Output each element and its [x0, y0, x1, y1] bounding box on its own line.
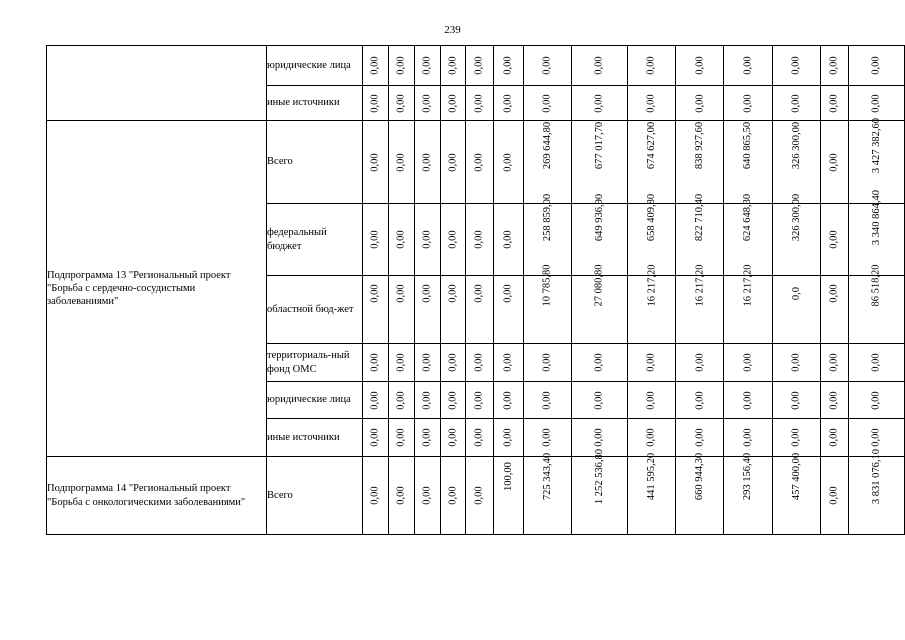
value-text: 0,00 [828, 230, 840, 249]
value-text: 0,00 [593, 93, 605, 113]
value-cell [466, 457, 493, 535]
value-text: 0,00 [646, 390, 658, 410]
value-text: 0,00 [370, 390, 382, 410]
value-cell [363, 457, 389, 535]
value-cell [772, 121, 820, 204]
value-text: 0,00 [370, 428, 382, 447]
funding-source-cell: юридические лица [267, 382, 363, 419]
value-cell [388, 46, 414, 86]
table-row [47, 457, 905, 535]
value-cell [363, 382, 389, 419]
value-cell [363, 419, 389, 457]
value-text: 0,00 [870, 93, 882, 113]
value-text: 0,00 [502, 93, 514, 113]
value-cell [724, 46, 772, 86]
value-text: 0,00 [646, 428, 658, 447]
value-cell [363, 204, 389, 276]
value-text: 0,00 [541, 428, 553, 447]
value-cell [676, 382, 724, 419]
value-text: 0,00 [447, 486, 459, 505]
value-text: 0,00 [694, 56, 706, 75]
value-cell [627, 419, 675, 457]
value-cell [820, 419, 848, 457]
value-cell [388, 204, 414, 276]
value-text: 0,00 [502, 390, 514, 410]
value-text: 0,00 [870, 56, 882, 75]
value-cell [627, 382, 675, 419]
funding-source-cell: федеральный бюджет [267, 204, 363, 276]
value-text: 3 340 864,40 [870, 189, 882, 246]
value-text: 0,00 [395, 390, 407, 410]
value-cell [848, 264, 904, 344]
value-cell [466, 204, 493, 276]
value-text: 0,00 [447, 93, 459, 113]
value-cell [772, 382, 820, 419]
value-cell [440, 382, 466, 419]
value-text: 0,00 [828, 428, 840, 447]
value-text: 0,00 [474, 284, 486, 303]
value-text: 326 300,00 [790, 193, 802, 242]
value-text: 0,00 [828, 93, 840, 113]
value-text: 441 595,20 [646, 452, 658, 501]
value-text: 0,00 [474, 486, 486, 505]
value-text: 660 944,30 [694, 452, 706, 501]
value-text: 0,00 [474, 230, 486, 249]
value-cell [440, 46, 466, 86]
value-text: 0,00 [421, 390, 433, 410]
value-cell [440, 344, 466, 382]
value-text: 640 865,50 [742, 121, 754, 170]
value-cell [571, 46, 627, 86]
value-text: 0,00 [395, 486, 407, 505]
value-text: 0,00 [593, 56, 605, 75]
value-text: 0,00 [694, 93, 706, 113]
value-cell [523, 452, 571, 535]
value-text: 0,00 [694, 390, 706, 410]
value-text: 822 710,40 [694, 193, 706, 242]
value-cell [414, 344, 440, 382]
budget-table [46, 45, 905, 535]
value-cell [414, 204, 440, 276]
value-text: 16 217,20 [742, 264, 754, 307]
value-text: 0,00 [870, 353, 882, 372]
value-text: 0,00 [593, 428, 605, 447]
value-text: 0,00 [828, 284, 840, 303]
value-cell [466, 46, 493, 86]
value-cell [466, 86, 493, 121]
value-text: 3 427 382,60 [870, 117, 882, 174]
value-cell [676, 344, 724, 382]
value-cell [676, 121, 724, 204]
program-name-cell: Подпрограмма 13 "Региональный проект "Борьба с сердечно-сосудистыми заболеваниями" [47, 121, 267, 457]
value-cell [388, 344, 414, 382]
value-cell [627, 86, 675, 121]
value-cell [440, 457, 466, 535]
value-text: 0,00 [790, 56, 802, 75]
value-text: 0,00 [447, 230, 459, 249]
value-cell [523, 46, 571, 86]
funding-source-cell: юридические лица [267, 46, 363, 86]
value-text: 0,00 [646, 56, 658, 75]
value-cell [493, 86, 523, 121]
value-cell [388, 276, 414, 344]
value-cell [523, 344, 571, 382]
value-text: 457 400,00 [790, 452, 802, 501]
value-cell [493, 419, 523, 457]
value-cell [414, 121, 440, 204]
value-cell [820, 276, 848, 344]
value-cell [571, 121, 627, 204]
value-text: 0,00 [742, 390, 754, 410]
value-cell [466, 276, 493, 344]
value-text: 0,00 [742, 353, 754, 372]
value-cell [676, 86, 724, 121]
page-number: 239 [444, 24, 461, 36]
value-cell [363, 276, 389, 344]
value-cell [363, 121, 389, 204]
value-cell [724, 121, 772, 204]
value-cell [820, 344, 848, 382]
value-cell [772, 344, 820, 382]
value-text: 27 080,80 [593, 264, 605, 307]
value-text: 3 831 076,10 [870, 448, 882, 505]
value-cell [388, 457, 414, 535]
value-text: 0,00 [447, 428, 459, 447]
value-text: 0,00 [541, 353, 553, 372]
value-text: 0,00 [447, 56, 459, 75]
value-text: 100,00 [502, 462, 514, 491]
value-text: 0,00 [502, 353, 514, 372]
value-text: 293 156,40 [742, 452, 754, 501]
value-text: 0,00 [395, 230, 407, 249]
value-cell [414, 46, 440, 86]
value-text: 0,00 [828, 390, 840, 410]
value-cell [363, 46, 389, 86]
value-cell [772, 86, 820, 121]
value-text: 0,00 [541, 390, 553, 410]
table-row [47, 46, 905, 86]
value-cell [571, 86, 627, 121]
value-cell [820, 46, 848, 86]
value-cell [772, 452, 820, 535]
value-text: 0,00 [421, 284, 433, 303]
value-text: 0,00 [502, 284, 514, 303]
value-cell [493, 382, 523, 419]
value-text: 0,00 [742, 428, 754, 447]
value-cell [676, 419, 724, 457]
value-text: 0,00 [474, 152, 486, 172]
value-cell [493, 121, 523, 204]
value-cell [466, 382, 493, 419]
value-cell [466, 344, 493, 382]
funding-source-cell: Всего [267, 457, 363, 535]
value-text: 649 936,90 [593, 193, 605, 242]
value-text: 0,00 [370, 284, 382, 303]
value-text: 0,00 [421, 353, 433, 372]
value-cell [820, 121, 848, 204]
funding-source-cell: иные источники [267, 86, 363, 121]
value-text: 725 343,40 [541, 452, 553, 501]
value-cell [493, 46, 523, 86]
value-text: 0,00 [395, 284, 407, 303]
value-text: 0,00 [421, 428, 433, 447]
value-cell [388, 86, 414, 121]
value-cell [388, 382, 414, 419]
value-text: 0,00 [828, 486, 840, 505]
value-text: 0,00 [421, 486, 433, 505]
value-cell [820, 204, 848, 276]
value-cell [440, 204, 466, 276]
value-text: 0,00 [447, 152, 459, 172]
value-cell [493, 457, 523, 535]
value-text: 0,00 [742, 93, 754, 113]
value-cell [848, 46, 904, 86]
value-text: 258 859,00 [541, 193, 553, 242]
funding-source-cell: территориаль-ный фонд ОМС [267, 344, 363, 382]
program-name-cell: Подпрограмма 14 "Региональный проект "Борьба с онкологическими заболеваниями" [47, 457, 267, 535]
value-cell [363, 86, 389, 121]
value-text: 0,00 [395, 152, 407, 172]
value-text: 0,00 [790, 353, 802, 372]
value-cell [820, 457, 848, 535]
value-cell [388, 419, 414, 457]
value-cell [772, 46, 820, 86]
value-cell [440, 121, 466, 204]
value-text: 86 518,20 [870, 264, 882, 307]
value-text: 0,00 [541, 56, 553, 75]
value-cell [848, 448, 904, 535]
value-cell [772, 419, 820, 457]
value-cell [440, 276, 466, 344]
value-cell [772, 276, 820, 344]
value-text: 0,00 [742, 56, 754, 75]
value-text: 326 300,00 [790, 121, 802, 170]
value-cell [466, 419, 493, 457]
value-cell [414, 276, 440, 344]
value-cell [523, 419, 571, 457]
value-text: 0,00 [694, 428, 706, 447]
value-cell [848, 86, 904, 121]
value-cell [571, 264, 627, 344]
value-cell [724, 344, 772, 382]
value-text: 0,00 [474, 353, 486, 372]
value-cell [523, 264, 571, 344]
value-cell [523, 382, 571, 419]
funding-source-cell: областной бюд-жет [267, 276, 363, 344]
value-text: 0,00 [421, 93, 433, 113]
value-cell [820, 382, 848, 419]
value-cell [466, 121, 493, 204]
value-cell [627, 344, 675, 382]
value-cell [414, 419, 440, 457]
value-cell [493, 204, 523, 276]
value-text: 838 927,60 [694, 121, 706, 170]
value-text: 0,00 [828, 353, 840, 372]
value-cell [493, 344, 523, 382]
value-text: 10 785,80 [541, 264, 553, 307]
value-cell [363, 344, 389, 382]
value-text: 0,00 [828, 152, 840, 172]
value-text: 0,00 [474, 56, 486, 75]
value-cell [414, 457, 440, 535]
value-cell [724, 86, 772, 121]
value-text: 0,00 [646, 353, 658, 372]
value-text: 0,00 [502, 152, 514, 172]
value-cell [627, 264, 675, 344]
value-cell [627, 46, 675, 86]
funding-source-cell: Всего [267, 121, 363, 204]
value-cell [388, 121, 414, 204]
value-text: 0,00 [502, 230, 514, 249]
value-text: 0,00 [474, 93, 486, 113]
value-cell [676, 452, 724, 535]
value-cell [848, 382, 904, 419]
value-text: 0,00 [370, 353, 382, 372]
value-cell [414, 382, 440, 419]
value-cell [676, 46, 724, 86]
value-text: 0,00 [541, 93, 553, 113]
program-name-cell [47, 46, 267, 121]
value-cell [571, 344, 627, 382]
value-text: 0,0 [790, 286, 802, 301]
value-text: 16 217,20 [646, 264, 658, 307]
value-text: 0,00 [828, 56, 840, 75]
value-text: 0,00 [447, 390, 459, 410]
value-cell [523, 86, 571, 121]
value-cell [627, 452, 675, 535]
value-cell [414, 86, 440, 121]
value-text: 0,00 [790, 390, 802, 410]
value-cell [772, 193, 820, 276]
value-text: 0,00 [421, 56, 433, 75]
value-text: 0,00 [646, 93, 658, 113]
value-text: 0,00 [593, 353, 605, 372]
value-text: 0,00 [370, 93, 382, 113]
value-text: 0,00 [790, 93, 802, 113]
value-text: 269 644,80 [541, 121, 553, 170]
value-cell [724, 382, 772, 419]
value-text: 0,00 [593, 390, 605, 410]
value-text: 0,00 [502, 428, 514, 447]
value-text: 674 627,00 [646, 121, 658, 170]
value-text: 0,00 [870, 390, 882, 410]
value-text: 0,00 [474, 390, 486, 410]
value-text: 0,00 [421, 230, 433, 249]
value-text: 0,00 [370, 486, 382, 505]
value-text: 0,00 [870, 428, 882, 447]
value-text: 0,00 [447, 284, 459, 303]
value-text: 16 217,20 [694, 264, 706, 307]
value-text: 624 648,30 [742, 193, 754, 242]
value-text: 0,00 [502, 56, 514, 75]
value-cell [523, 121, 571, 204]
value-cell [724, 264, 772, 344]
value-text: 658 409,80 [646, 193, 658, 242]
value-cell [848, 344, 904, 382]
value-text: 0,00 [370, 230, 382, 249]
funding-source-cell: иные источники [267, 419, 363, 457]
value-text: 1 252 536,80 [593, 448, 605, 505]
value-text: 0,00 [421, 152, 433, 172]
value-text: 0,00 [395, 428, 407, 447]
value-text: 0,00 [370, 152, 382, 172]
value-cell [820, 86, 848, 121]
value-cell [571, 382, 627, 419]
table-row [47, 121, 905, 204]
value-cell [440, 86, 466, 121]
value-text: 677 017,70 [593, 121, 605, 170]
value-cell [627, 121, 675, 204]
value-text: 0,00 [474, 428, 486, 447]
value-cell [493, 276, 523, 344]
value-cell [724, 452, 772, 535]
value-cell [440, 419, 466, 457]
value-text: 0,00 [395, 56, 407, 75]
value-text: 0,00 [370, 56, 382, 75]
value-cell [571, 448, 627, 535]
value-text: 0,00 [447, 353, 459, 372]
value-text: 0,00 [694, 353, 706, 372]
value-text: 0,00 [395, 93, 407, 113]
value-text: 0,00 [395, 353, 407, 372]
value-text: 0,00 [790, 428, 802, 447]
value-cell [724, 419, 772, 457]
value-cell [676, 264, 724, 344]
